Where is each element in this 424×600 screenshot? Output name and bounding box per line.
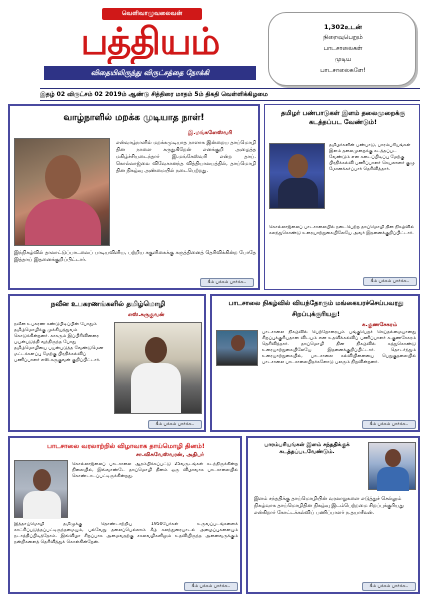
photo-shirt-shape [377,467,409,491]
article-2-more-link[interactable]: 4ம் பக்கம் பார்க்க.. [363,277,417,286]
photo-face-shape [288,154,308,178]
notice-line: பாடசாலைகள் [323,45,363,52]
article-4-body: பாடசாலை நிகழ்வில் பெற்றோரையும் பங்குபெறச் செய்தல்மையானது சிறப்புக்குரியதான விடயம் என உதவிக்கல்விப் பணிப்பாளர் க.குணசேகரம் தெரிவித்தார். தாய்மொழி தின நிகழ்வில் கத்துகொண்டு உரையாற்றுகையிலேயே இதனைக்குறிப்பிட்டார். தொடர்ந்தும் உரையாற்றுகையில், பாடசாலை கல்வியினையை பெறுகுதலையில் பாடசாலை பாடசாலைபிதர்களோடு பலரும் நிறவின்றனர். [262,330,416,365]
masthead-logo: பத்தியம் [80,19,220,63]
article-1-body-bottom: இந்நிகழ்வில் தாலாட்டுப்பாடலைப் பாடியவிளிய, பற்றிய சகுளிகைக்கு கருத்தினைத் தெரிவிக்கின்ற போதே இத்தாய் இதனைக்குறிப்பிட்டார். [14,250,256,263]
article-5-body-bottom: இத்தாய்மொழி தமிழுக்கு தொண்டாற்றிய 1950பேர்கள் உருவப்படங்களைக் காட்சிப்படுத்தப்பட்டிருந்தமையும், பல்வேறு தலைப்பெல்லாம் கீழ் கலந்துரையாடல் அழைப்புகளையும் நடாத்திப்பிடித்தோம். இவ்விழா சிறப்பாக அமைவதற்கு சகலவழிகளிலும் உதவியிருந்த அனைவருக்கும் நன்றிகளைத் தெரிவித்துக் கொள்கின்றேன். [14,522,238,545]
article-4-photo [216,330,258,366]
article-3 [8,294,206,432]
side-notice [268,12,416,86]
article-1-body: என்வாழ்நாளில் மறக்கமுடியாத நாளாக இன்றைய தாய்மொழி தின நாளை கருதுகிறேன் எனக்குறி அழைத்த மகிழ்ச்சியடைந்தார் இ.மங்கேஸ்வரி என்ற தாய். கொல்லாஜ்லை விவேகானந்த வித்தியாலயத்தில், தாய்மொழி தின நிகழ்வு அண்மையில் நடைபெற்றது. [116,140,256,174]
article-2-body: தமிழர்களின் பண்பாடு, பாரம்பரியங்கள் இளம் தலைமுறைக்கு கடத்தப்பட வேண்டும் என கடைப்பிடிப்பு மேற்கு பிரதிக்கல்வி பணிப்பாளர் செயலாளர் குழு மோனக்கர்ப்பார் தெரிவித்தார். [329,143,415,172]
article-6-photo [368,442,416,490]
masthead-motto: விதையிலிருந்து விருட்சத்தை நோக்கி [44,66,256,80]
issue-line: இதழ் 02 விருட்சம் 02 2019ம் ஆண்டு சித்திரை மாதம் 5ம் திகதி வெள்ளிக்கிழமை [40,88,420,101]
article-5-title: பாடசாலை வரலாற்றில் விழாவாக தாய்மொழி தினம்! [47,442,205,450]
masthead-tagline: வெளிவாழுவலைவன் [102,8,202,20]
article-1-photo [14,138,110,246]
article-5 [8,436,242,594]
article-5-photo [14,460,68,518]
photo-face-shape [33,469,51,491]
article-1-more-link[interactable]: 4ம் பக்கம் பார்க்க.. [200,278,254,287]
notice-line: 1,302உடன் [324,23,362,31]
article-6-more-link[interactable]: 4ம் பக்கம் பார்க்க.. [362,582,416,591]
article-5-author: சா.விசுவேஸ்வரன், அதிபர் [136,452,204,458]
photo-shirt-shape [23,491,61,519]
photo-face-shape [231,335,245,351]
article-3-body: நவீன உபகரண கண்டுபிடிப்பின் போதும் தமிழ்மொழிக்கு முக்கியத்துவம் கொடுக்கின்றனர். காகரும் இப்பிரிவினரை பயன்படுத்தி வந்திருந்த போது தமிழ்மொழியை பயன்படுத்த வேண்டுமென மட்டக்களப்பு மேற்கு பிரதிக்கல்விப் பணிப்பாளர் எஸ்.சுருகுவன் குறிப்பிட்டார். [14,322,104,363]
article-6-title: பாரம்பரியங்கள் இளம் சந்ததிக்குக் கடத்தப்படவேண்டும். [264,442,350,455]
article-3-title: நவீன உபகரணங்களில் தமிழ்மொழி [50,300,166,308]
notice-line: நிறைவுபெறும் [323,34,363,41]
article-3-photo [114,322,202,414]
article-2-title: தமிழர் பண்பாடுகள் இளம் தலைமுறைக்கு கடத்தப்பட வேண்டும்! [280,109,406,126]
photo-face-shape [145,337,167,363]
article-4-more-link[interactable]: 4ம் பக்கம் பார்க்க.. [362,420,416,429]
article-2-body-bottom: கொல்லாஜ்லைப் பாடசாலையில் நடைபெற்ற தாய்மொழி தின நிகழ்வில் கலந்துகொண்டு உரையாற்றுகையிலேயே அவர் இதனைக்குறிப்பிட்டார். [269,225,415,236]
article-5-body: கொல்லாஜ்லைப் பாடசாலை ஆரம்பிக்கப்பட்டு 25வருடங்கள் கடந்திருக்கின்ற நிலையில், இவ்வாண்டே தாய்மொழி தினம் ஒரு விழாவாக பாடசாலையில் கொண்டாடப்பட்டிருக்கின்றது. [72,462,238,479]
photo-garment-shape [25,199,101,245]
article-5-more-link[interactable]: 4ம் பக்கம் பார்க்க.. [184,582,238,591]
photo-shirt-shape [278,178,318,208]
photo-face-shape [45,155,81,199]
article-6 [246,436,420,594]
masthead [40,8,260,82]
article-3-more-link[interactable]: 4ம் பக்கம் பார்க்க.. [148,420,202,429]
article-3-author: எஸ்.சுருகுவன் [128,312,165,318]
notice-line: பாடசாலைகளே! [320,67,366,74]
photo-shirt-shape [131,363,181,413]
article-4 [210,294,420,432]
article-4-author: க.குணசேகரம் [362,322,398,328]
notice-line: முடிய [334,56,352,63]
article-2 [264,104,420,290]
article-1-title: வாழ்நாளில் மறக்க முடியாத நாள்! [63,113,205,123]
article-4-title: பாடசாலை நிகழ்வில் வியந்தோரும் மங்கையரச்செய்பவரது சிறப்புக்குரியது! [228,299,404,318]
article-1-author: இ.மங்களேஸ்வரி [188,130,233,136]
article-2-photo [269,143,325,209]
article-1 [8,104,260,290]
photo-face-shape [385,449,401,467]
article-6-body: இளம் சந்ததிக்கு தாய்மொழியின் வரலாறுகளை எடுத்துச் செல்லும் நிகழ்வாக தாய்மொழிதின நிகழ்வு இடம்பெற்றமை சிறப்புக்குரியது என்கிறார் கோட்டக்கல்விப் பணிப்பாளர் ந.தயாசீலன். [254,496,404,516]
